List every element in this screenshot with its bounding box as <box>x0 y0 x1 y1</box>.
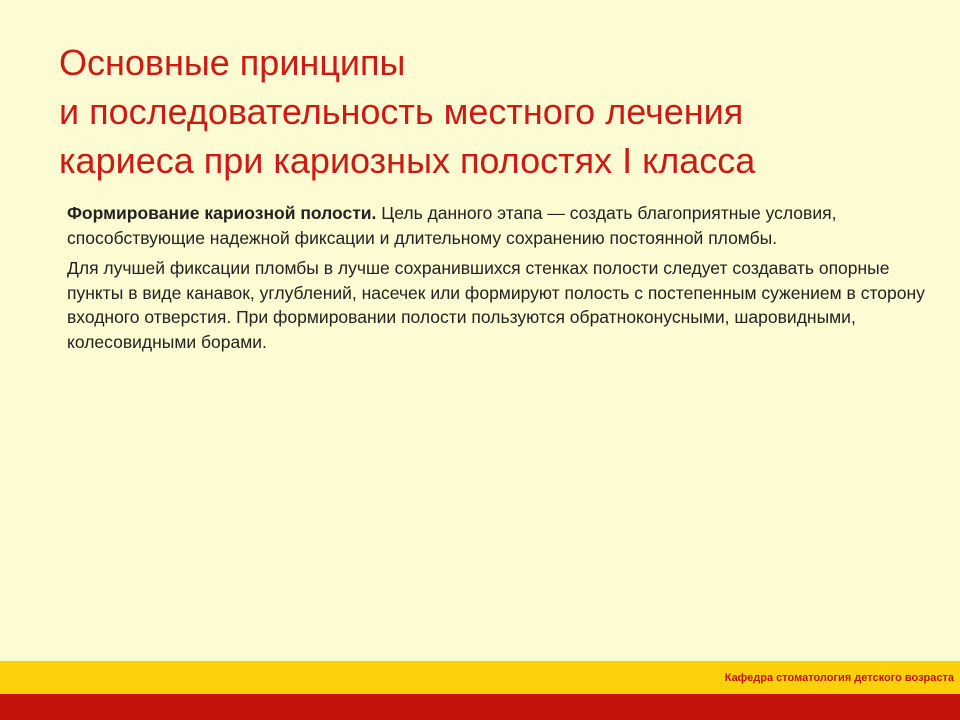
department-label: Кафедра стоматология детского возраста <box>724 672 954 684</box>
title-line-3: кариеса при кариозных полостях I класса <box>59 140 756 181</box>
slide-title <box>59 38 919 185</box>
footer-band <box>0 661 960 694</box>
paragraph-lead: Формирование кариозной полости. <box>67 203 377 223</box>
title-line-2: и последовательность местного лечения <box>59 91 744 132</box>
bottom-strip <box>0 694 960 720</box>
paragraph-text: Для лучшей фиксации пломбы в лучше сохранившихся стенках полости следует создавать опорные пункты в виде канавок, углублений, насечек или формируют полость с постепенным сужением в сторону входного отверстия. При формировании полости пользуются обратноконусными, шаровидными, колесовидными борами. <box>67 258 925 352</box>
paragraph-text: Цель данного этапа — создать благоприятные условия, способствующие надежной фиксации и длительному сохранению постоянной пломбы. <box>67 203 837 248</box>
title-line-1: Основные принципы <box>59 42 406 83</box>
slide-body <box>67 201 927 360</box>
paragraph-cavity-formation <box>67 201 927 250</box>
paragraph-filling-fixation <box>67 256 927 354</box>
